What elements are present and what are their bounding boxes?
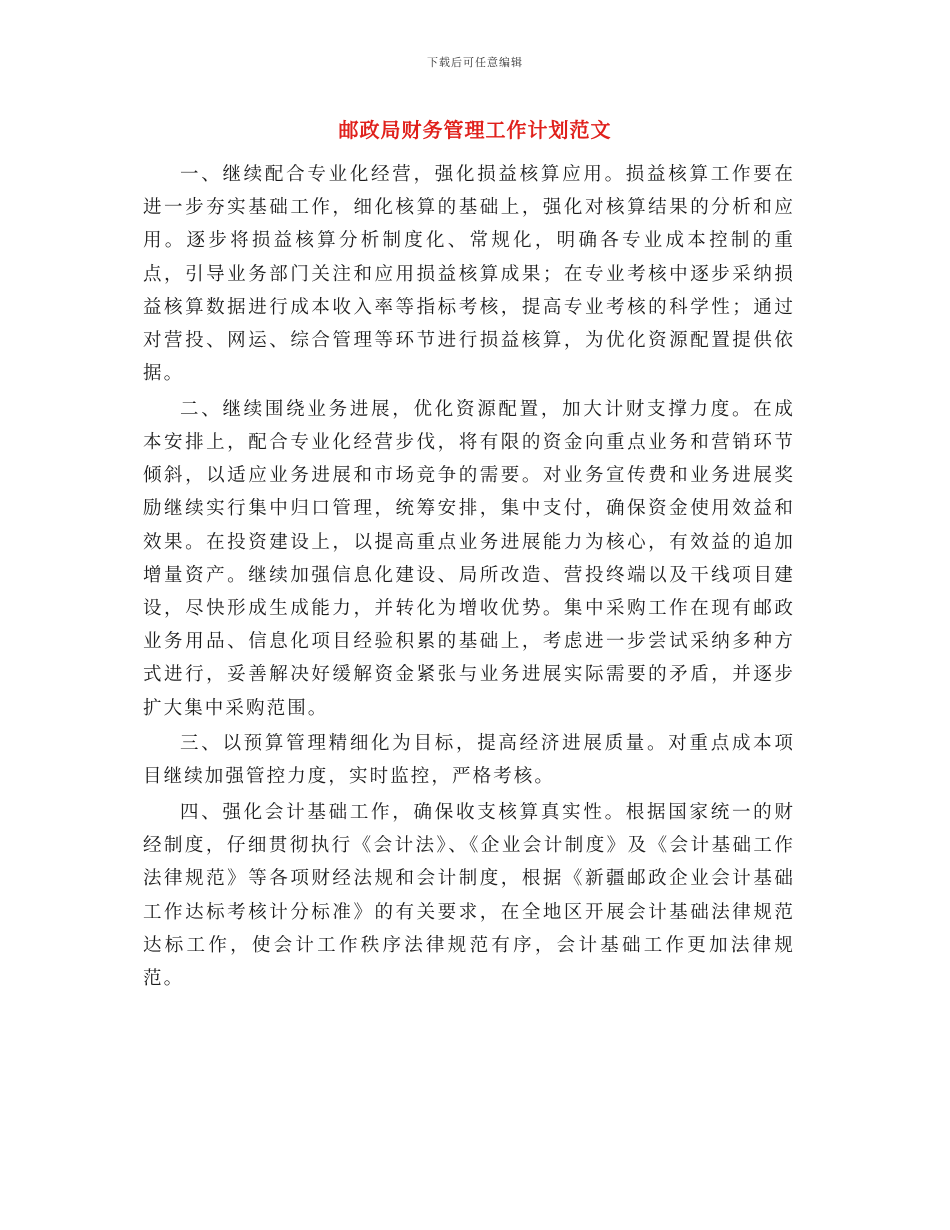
- document-body: [143, 158, 795, 998]
- header-note: 下载后可任意编辑: [427, 56, 523, 69]
- paragraph-3: 三、以预算管理精细化为目标，提高经济进展质量。对重点成本项目继续加强管控力度，实时监控，严格考核。: [143, 733, 795, 788]
- document-title: 邮政局财务管理工作计划范文: [338, 118, 612, 142]
- paragraph-4: 四、强化会计基础工作，确保收支核算真实性。根据国家统一的财经制度，仔细贯彻执行《会计法》、《企业会计制度》及《会计基础工作法律规范》等各项财经法规和会计制度，根据《新疆邮政企业会计基础工作达标考核计分标准》的有关要求，在全地区开展会计基础法律规范达标工作，使会计工作秩序法律规范有序，会计基础工作更加法律规范。: [143, 802, 795, 990]
- paragraph-2: 二、继续围绕业务进展，优化资源配置，加大计财支撑力度。在成本安排上，配合专业化经营步伐，将有限的资金向重点业务和营销环节倾斜，以适应业务进展和市场竞争的需要。对业务宣传费和业务进展奖励继续实行集中归口管理，统筹安排，集中支付，确保资金使用效益和效果。在投资建设上，以提高重点业务进展能力为核心，有效益的追加增量资产。继续加强信息化建设、局所改造、营投终端以及干线项目建设，尽快形成生成能力，并转化为增收优势。集中采购工作在现有邮政业务用品、信息化项目经验积累的基础上，考虑进一步尝试采纳多种方式进行，妥善解决好缓解资金紧张与业务进展实际需要的矛盾，并逐步扩大集中采购范围。: [143, 398, 795, 719]
- paragraph-1: 一、继续配合专业化经营，强化损益核算应用。损益核算工作要在进一步夯实基础工作，细化核算的基础上，强化对核算结果的分析和应用。逐步将损益核算分析制度化、常规化，明确各专业成本控制的重点，引导业务部门关注和应用损益核算成果；在专业考核中逐步采纳损益核算数据进行成本收入率等指标考核，提高专业考核的科学性；通过对营投、网运、综合管理等环节进行损益核算，为优化资源配置提供依据。: [143, 164, 795, 385]
